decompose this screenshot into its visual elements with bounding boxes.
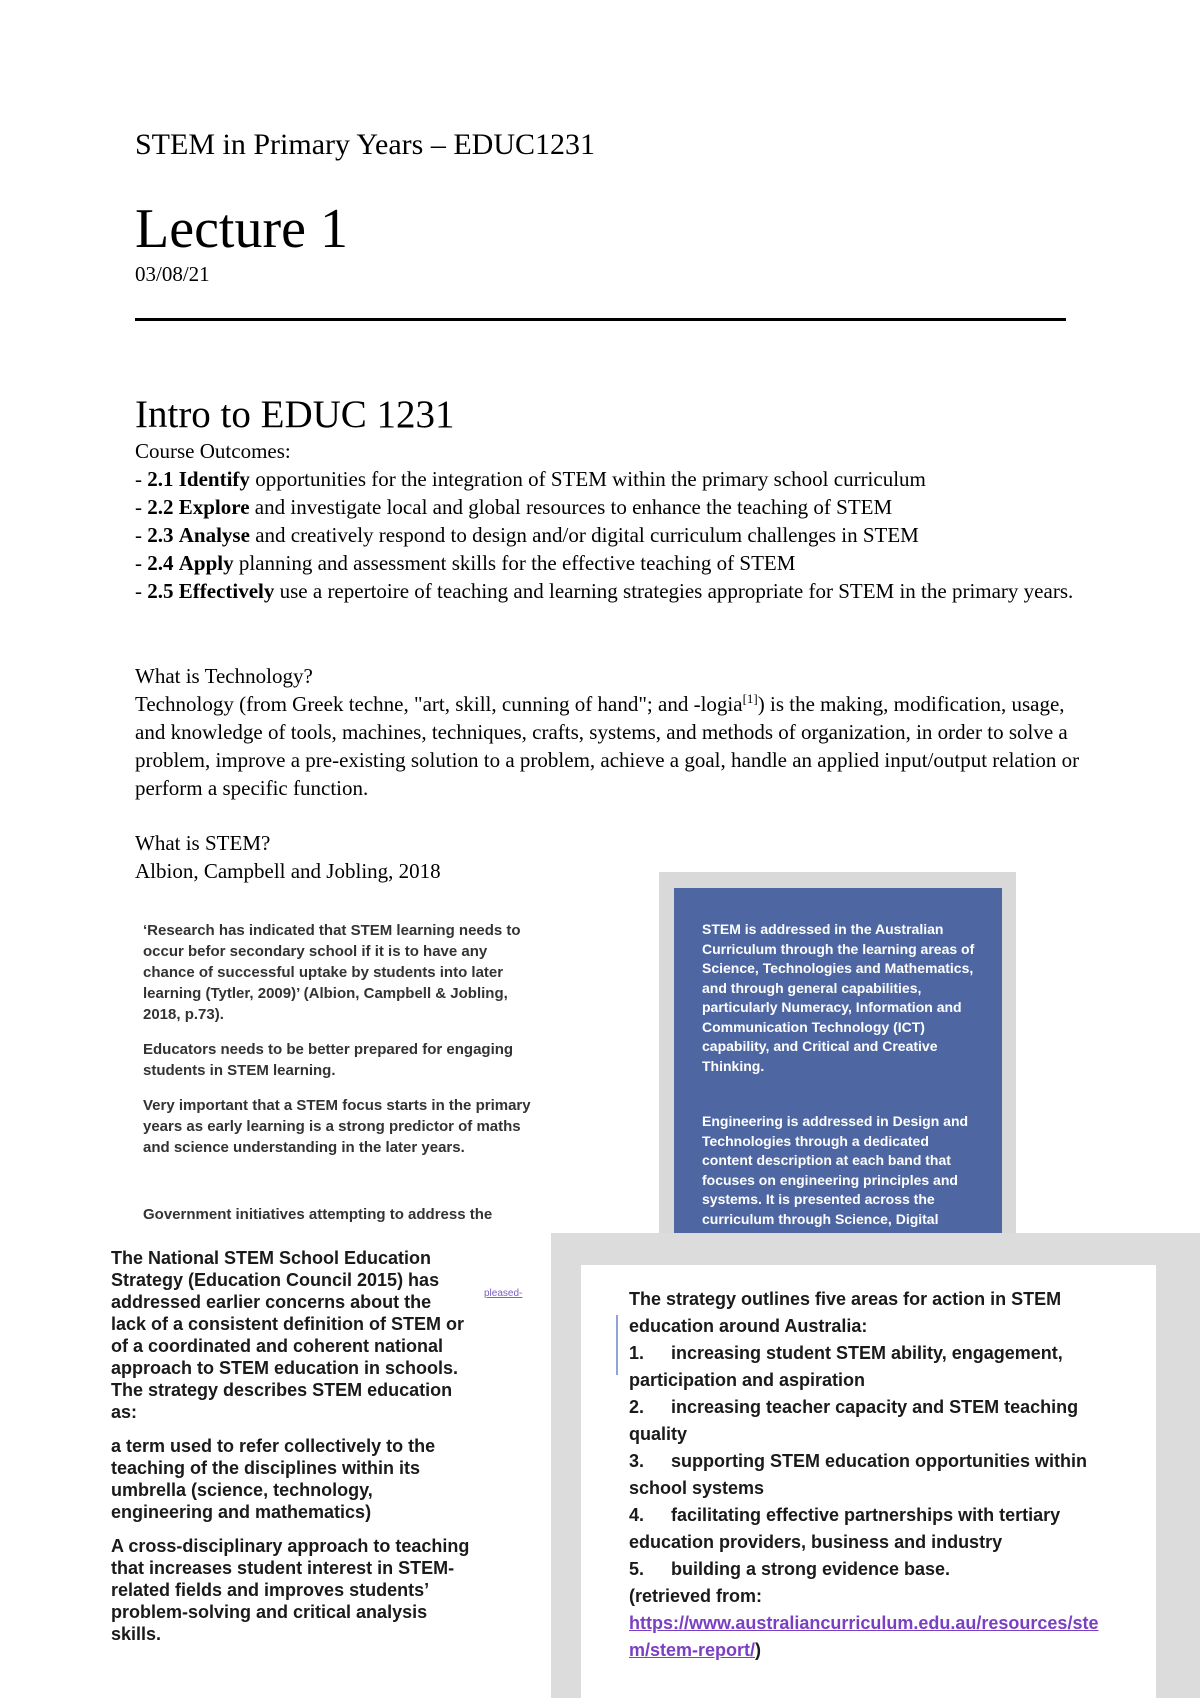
- horizontal-divider: [135, 318, 1066, 321]
- outcome-item: - 2.1 Identify opportunities for the integration of STEM within the primary school curriculum: [135, 467, 926, 491]
- outcome-item: - 2.2 Explore and investigate local and global resources to enhance the teaching of STEM: [135, 495, 893, 519]
- curriculum-info-panel: [674, 888, 1002, 1238]
- stem-citation: Albion, Campbell and Jobling, 2018: [135, 859, 441, 883]
- outcome-item: - 2.5 Effectively use a repertoire of teaching and learning strategies appropriate for STEM in the primary years.: [135, 579, 1074, 603]
- curriculum-link[interactable]: https://www.australiancurriculum.edu.au/resources/stem/stem-report/: [629, 1613, 1099, 1660]
- text-cursor: [616, 1315, 618, 1375]
- strategy-text: [629, 1286, 1109, 1664]
- quote-paragraph: Very important that a STEM focus starts in the primary years as early learning is a strong predictor of maths and science understanding in the later years.: [143, 1097, 531, 1156]
- research-quote-block: [143, 920, 543, 1172]
- stem-question: What is STEM?: [135, 831, 271, 855]
- strategy-item: 3. supporting STEM education opportunities within school systems: [629, 1451, 1087, 1498]
- lecture-date: 03/08/21: [135, 262, 210, 286]
- technology-question: What is Technology?: [135, 664, 313, 688]
- outcome-item: - 2.4 Apply planning and assessment skills for the effective teaching of STEM: [135, 551, 796, 575]
- strategy-item: 1. increasing student STEM ability, engagement, participation and aspiration: [629, 1343, 1063, 1390]
- outcomes-label: Course Outcomes:: [135, 439, 291, 463]
- quote-cut-line: Government initiatives attempting to address the: [143, 1206, 493, 1223]
- strategy-item: 2. increasing teacher capacity and STEM teaching quality: [629, 1397, 1079, 1444]
- course-title: STEM in Primary Years – EDUC1231: [135, 128, 596, 161]
- strategy-item: 5. building a strong evidence base.: [629, 1559, 951, 1579]
- strategy-intro: The strategy outlines five areas for action in STEM education around Australia:: [629, 1289, 1062, 1336]
- lecture-title: Lecture 1: [135, 198, 348, 260]
- outcome-item: - 2.3 Analyse and creatively respond to design and/or digital curriculum challenges in STEM: [135, 523, 919, 547]
- national-strategy-block: [111, 1247, 471, 1657]
- national-paragraph: A cross-disciplinary approach to teaching that increases student interest in STEM-related fields and improves students’ problem-solving and critical analysis skills.: [111, 1536, 470, 1644]
- national-paragraph: a term used to refer collectively to the teaching of the disciplines within its umbrella (science, technology, engineering and mathematics): [111, 1436, 436, 1522]
- technology-section: [135, 662, 1095, 802]
- retrieved-from: (retrieved from: https://www.australiancurriculum.edu.au/resources/stem/stem-report/): [629, 1586, 1099, 1660]
- panel-paragraph: STEM is addressed in the Australian Curriculum through the learning areas of Science, Technologies and Mathematics, and through general capabilities, particularly Numeracy, Information and Communication Technology (ICT) capability, and Critical and Creative Thinking.: [702, 921, 975, 1074]
- technology-definition: Technology (from Greek techne, "art, skill, cunning of hand"; and -logia[1]) is the making, modification, usage, and knowledge of tools, machines, techniques, crafts, systems, and methods of organization, in order to solve a problem, improve a pre-existing solution to a problem, achieve a goal, handle an applied input/output relation or perform a specific function.: [135, 691, 1080, 800]
- section-title-intro: Intro to EDUC 1231: [135, 393, 455, 436]
- quote-paragraph: ‘Research has indicated that STEM learning needs to occur befor secondary school if it is to have any chance of successful uptake by students into later learning (Tytler, 2009)’ (Albion, Campbell & Jobling, 2018, p.73).: [143, 922, 521, 1023]
- panel-paragraph: Engineering is addressed in Design and Technologies through a dedicated content description at each band that focuses on engineering principles and systems. It is presented across the curriculum through Science, Digital: [702, 1113, 969, 1227]
- tiny-link[interactable]: pleased-: [484, 1288, 523, 1299]
- footnote-ref[interactable]: [1]: [742, 691, 758, 706]
- course-outcomes: [135, 437, 1095, 605]
- strategy-item: 4. facilitating effective partnerships with tertiary education providers, business and industry: [629, 1505, 1061, 1552]
- quote-paragraph: Educators needs to be better prepared for engaging students in STEM learning.: [143, 1041, 514, 1079]
- national-paragraph: The National STEM School Education Strategy (Education Council 2015) has addressed earlier concerns about the lack of a consistent definition of STEM or of a coordinated and coherent national approach to STEM education in schools. The strategy describes STEM education as:: [111, 1248, 465, 1422]
